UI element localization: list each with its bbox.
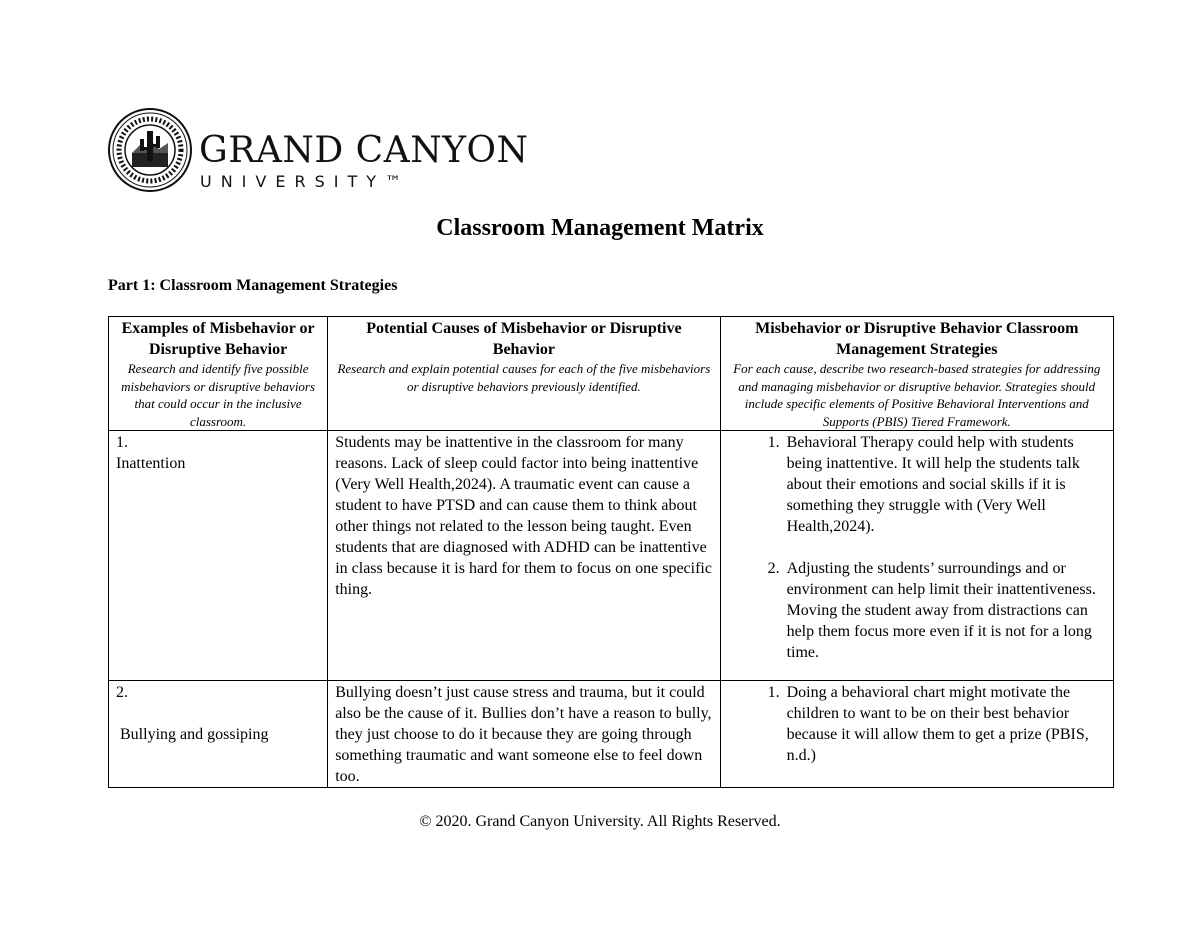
strategies-list — [728, 432, 1106, 663]
strategy-item: 1. Doing a behavioral chart might motivate the children to want to be on their best behavior because it will allow them to get a prize (PBIS, n.d.) — [784, 682, 1106, 766]
strategies-cell — [720, 681, 1113, 788]
row-number: 1. — [116, 434, 128, 451]
blank-line — [116, 703, 320, 724]
university-logo — [107, 107, 529, 197]
cause-cell — [328, 431, 720, 681]
column-header-instruction: For each cause, describe two research-based strategies for addressing and managing misbehavior or disruptive behavior. Strategies should include specific elements of Positive Behavioral Interventions and Supports (PBIS) Tiered Framework. — [733, 361, 1101, 429]
table-header-row — [109, 317, 1114, 431]
cause-text: Students may be inattentive in the classroom for many reasons. Lack of sleep could factor into being inattentive (Very Well Health,2024). A traumatic event can cause a student to have PTSD and can cause them to think about other things not related to the lesson being taught. Even students that are diagnosed with ADHD can be inattentive in class because it is hard for them to focus on one specific thing. — [335, 434, 712, 598]
column-header-instruction: Research and explain potential causes for each of the five misbehaviors or disruptive behaviors previously identified. — [337, 361, 711, 394]
table-row — [109, 681, 1114, 788]
logo-subtitle: UNIVERSITY™ — [200, 172, 410, 191]
copyright-footer: © 2020. Grand Canyon University. All Rights Reserved. — [419, 813, 781, 830]
behavior-name: Bullying and gossiping — [120, 726, 269, 743]
strategies-cell — [720, 431, 1113, 681]
strategies-list — [728, 682, 1106, 766]
strategy-item: 1. Behavioral Therapy could help with students being inattentive. It will help the students talk about their emotions and social skills if it is something they struggle with (Very Well Health,2024). — [784, 432, 1106, 537]
classroom-management-matrix-table — [108, 316, 1114, 788]
column-header-examples — [109, 317, 328, 431]
column-header-strategies — [720, 317, 1113, 431]
behavior-cell — [109, 431, 328, 681]
row-number: 2. — [116, 684, 128, 701]
section-title: Part 1: Classroom Management Strategies — [108, 277, 398, 294]
column-header-causes — [328, 317, 720, 431]
cause-text: Bullying doesn’t just cause stress and trauma, but it could also be the cause of it. Bullies don’t have a reason to bully, they just choose to do it because they are going through something traumatic and want someone else to feel down too. — [335, 684, 712, 785]
behavior-cell — [109, 681, 328, 788]
column-header-instruction: Research and identify five possible misbehaviors or disruptive behaviors that could occur in the inclusive classroom. — [121, 361, 316, 429]
column-header-title: Potential Causes of Misbehavior or Disruptive Behavior — [366, 320, 682, 358]
column-header-title: Misbehavior or Disruptive Behavior Classroom Management Strategies — [755, 320, 1079, 358]
university-seal-icon — [107, 107, 193, 193]
document-title: Classroom Management Matrix — [436, 215, 764, 241]
cause-cell — [328, 681, 720, 788]
strategy-item: 2. Adjusting the students’ surroundings and or environment can help limit their inattentiveness. Moving the student away from distractions can help them focus more even if it is not for a long time. — [784, 558, 1106, 663]
logo-wordmark: GRAND CANYON — [199, 130, 529, 171]
column-header-title: Examples of Misbehavior or Disruptive Behavior — [121, 320, 315, 358]
behavior-name: Inattention — [116, 455, 186, 472]
table-row — [109, 431, 1114, 681]
